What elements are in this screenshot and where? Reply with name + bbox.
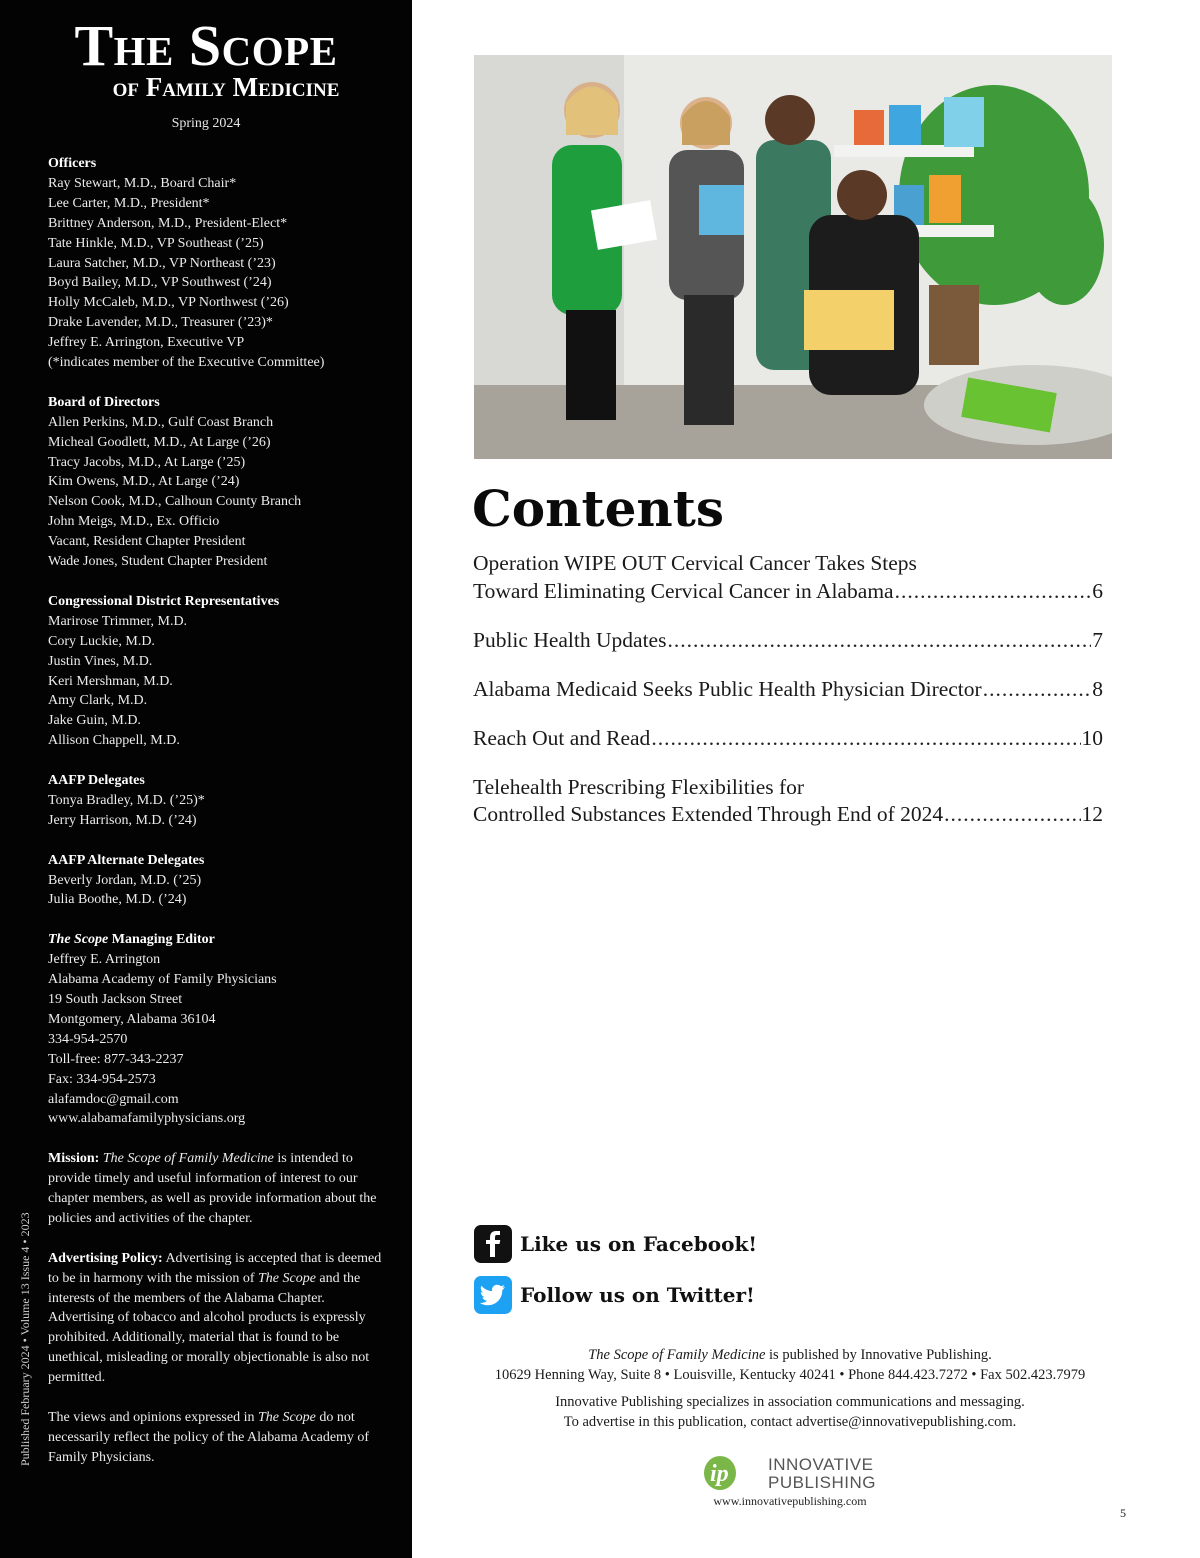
editor-line[interactable]: www.alabamafamilyphysicians.org [48,1111,246,1127]
toc-title: Alabama Medicaid Seeks Public Health Physician Director [473,676,982,701]
toc-page-number: 7 [1092,627,1103,652]
toc-leader [983,676,1092,704]
section-line: Beverly Jordan, M.D. (’25) [48,872,202,888]
toc-item[interactable] [473,725,1103,753]
toc-page-number: 8 [1092,676,1103,701]
section-line: Tonya Bradley, M.D. (’25)* [48,792,205,808]
editor-line: Montgomery, Alabama 36104 [48,1011,216,1027]
editor-line: 334-954-2570 [48,1031,128,1047]
publisher-line4[interactable]: To advertise in this publication, contact advertise@innovativepublishing.com. [563,1413,1017,1430]
views-paragraph [48,1408,388,1468]
section-line: Julia Boothe, M.D. (’24) [48,892,187,908]
section-line: Brittney Anderson, M.D., President-Elect* [48,215,288,231]
twitter-label[interactable]: Follow us on Twitter! [520,1283,755,1307]
toc-title: Controlled Substances Extended Through End of 2024 [473,802,944,826]
toc-title: Telehealth Prescribing Flexibilities for [473,774,805,799]
publisher-info [460,1346,1120,1385]
toc-leader [944,801,1080,829]
toc-line [473,550,1103,578]
vertical-publication-note: Published February 2024 • Volume 13 Issue 4 • 2023 [18,1212,32,1466]
section-line: Nelson Cook, M.D., Calhoun County Branch [48,494,302,510]
section-line: Allen Perkins, M.D., Gulf Coast Branch [48,414,274,430]
section-line: Laura Satcher, M.D., VP Northeast (’23) [48,255,276,271]
editor-title [48,930,388,950]
sidebar-section [48,771,388,831]
toc-line [473,801,1103,829]
sidebar-section [48,592,388,751]
toc-item[interactable] [473,676,1103,704]
section-title: AAFP Delegates [48,773,145,789]
editor-line: Alabama Academy of Family Physicians [48,972,277,988]
contents-heading: Contents [472,479,725,538]
section-line: Wade Jones, Student Chapter President [48,554,268,570]
editor-section [48,930,388,1129]
editor-line: 19 South Jackson Street [48,991,183,1007]
twitter-icon [474,1276,512,1314]
section-line: Marirose Trimmer, M.D. [48,613,188,629]
facebook-icon [474,1225,512,1263]
publisher-line1 [460,1346,1120,1366]
innovative-publishing-logo [700,1450,900,1494]
logo-line2: PUBLISHING [768,1473,876,1492]
toc-item[interactable] [473,550,1103,605]
toc-line [473,578,1103,606]
publisher-line2: 10629 Henning Way, Suite 8 • Louisville, Kentucky 40241 • Phone 844.423.7272 • Fax 502.423.7979 [494,1366,1086,1383]
sidebar [0,0,412,1558]
section-line: Jake Guin, M.D. [48,713,141,729]
advertising-text1: Advertising is accepted that is deemed to be in harmony with the mission of [48,1250,382,1286]
toc-leader [895,578,1092,606]
toc-title: Toward Eliminating Cervical Cancer in Alabama [473,578,894,603]
views-text2: do not necessarily reflect the policy of the Alabama Academy of Family Physicians. [48,1409,370,1465]
section-line: Jeffrey E. Arrington, Executive VP [48,335,245,351]
editor-line: Jeffrey E. Arrington [48,952,161,968]
publisher-line3: Innovative Publishing specializes in association communications and messaging. [555,1394,1025,1410]
section-line: Justin Vines, M.D. [48,653,153,669]
logo-line1: INNOVATIVE [768,1455,874,1474]
section-title: Congressional District Representatives [48,593,280,609]
toc-line [473,774,1103,802]
sidebar-sections [48,154,388,910]
advertising-label: Advertising Policy: [48,1250,163,1266]
toc-line [473,627,1103,655]
section-line: Boyd Bailey, M.D., VP Southwest (’24) [48,275,272,291]
masthead-subtitle: of Family Medicine [112,72,340,102]
advertising-paragraph [48,1249,388,1388]
facebook-link[interactable] [474,1225,757,1263]
toc-page-number: 10 [1081,725,1103,750]
section-line: Ray Stewart, M.D., Board Chair* [48,175,237,191]
page-number: 5 [1120,1506,1126,1520]
editor-title-italic: The Scope [48,932,109,948]
mission-italic: The Scope of Family Medicine [102,1151,274,1167]
section-line: Micheal Goodlett, M.D., At Large (’26) [48,434,271,450]
toc-item[interactable] [473,774,1103,829]
section-line: Amy Clark, M.D. [48,693,148,709]
section-line: Cory Luckie, M.D. [48,633,155,649]
publisher-advertising [460,1393,1120,1432]
section-line: Tracy Jacobs, M.D., At Large (’25) [48,454,246,470]
toc-page-number: 12 [1081,802,1103,826]
mission-text: is intended to provide timely and useful information of interest to our chapter members, as well as provide information about the policies and activities of the chapter. [48,1151,377,1226]
section-line: Tate Hinkle, M.D., VP Southeast (’25) [48,235,264,251]
masthead [30,14,382,100]
editor-line: Fax: 334-954-2573 [48,1071,156,1087]
editor-lines [48,950,388,1129]
section-line: Drake Lavender, M.D., Treasurer (’23)* [48,315,273,331]
sidebar-section [48,154,388,373]
advertising-text2: and the interests of the members of the Alabama Chapter. Advertising of tobacco and alcohol products is expressly prohibited. Additionally, material that is found to be unethical, misleading or morally objectionable is also not permitted. [48,1270,370,1386]
section-line: Holly McCaleb, M.D., VP Northwest (’26) [48,295,289,311]
section-line: Keri Mershman, M.D. [48,673,173,689]
views-text1: The views and opinions expressed in [48,1409,258,1425]
section-line: (*indicates member of the Executive Committee) [48,355,325,371]
twitter-link[interactable] [474,1276,755,1314]
toc-line [473,725,1103,753]
logo-mark: ip [710,1461,729,1487]
table-of-contents [473,550,1103,850]
section-line: Vacant, Resident Chapter President [48,534,246,550]
toc-title: Reach Out and Read [473,725,651,750]
toc-leader [667,627,1091,655]
section-title: Board of Directors [48,394,160,410]
views-italic: The Scope [257,1409,316,1425]
toc-item[interactable] [473,627,1103,655]
publisher-line1-rest: is published by Innovative Publishing. [765,1347,992,1363]
sidebar-section [48,393,388,572]
toc-title: Operation WIPE OUT Cervical Cancer Takes Steps [473,551,917,575]
sidebar-section [48,851,388,911]
section-line: John Meigs, M.D., Ex. Officio [48,514,220,530]
sidebar-body [48,154,388,1488]
section-title: Officers [48,156,97,171]
editor-line[interactable]: alafamdoc@gmail.com [48,1091,179,1107]
toc-title: Public Health Updates [473,627,667,652]
facebook-label[interactable]: Like us on Facebook! [520,1232,758,1256]
toc-line [473,676,1103,704]
section-line: Allison Chappell, M.D. [48,733,180,749]
editor-line: Toll-free: 877-343-2237 [48,1051,184,1067]
mission-paragraph [48,1149,388,1229]
section-title: AAFP Alternate Delegates [48,852,205,868]
section-line: Kim Owens, M.D., At Large (’24) [48,474,240,490]
issue-label: Spring 2024 [171,116,241,131]
publisher-url[interactable]: www.innovativepublishing.com [713,1494,867,1508]
editor-title-rest: Managing Editor [108,932,215,948]
mission-label: Mission: [48,1151,100,1167]
toc-leader [651,725,1080,753]
masthead-title: The Scope [74,13,338,78]
section-line: Jerry Harrison, M.D. (’24) [48,812,197,828]
cover-photo-illustration [474,55,1112,459]
cover-photo [474,55,1112,459]
toc-page-number: 6 [1092,578,1103,603]
section-line: Lee Carter, M.D., President* [48,195,210,211]
advertising-italic: The Scope [257,1270,316,1286]
publisher-italic: The Scope of Family Medicine [588,1347,766,1363]
